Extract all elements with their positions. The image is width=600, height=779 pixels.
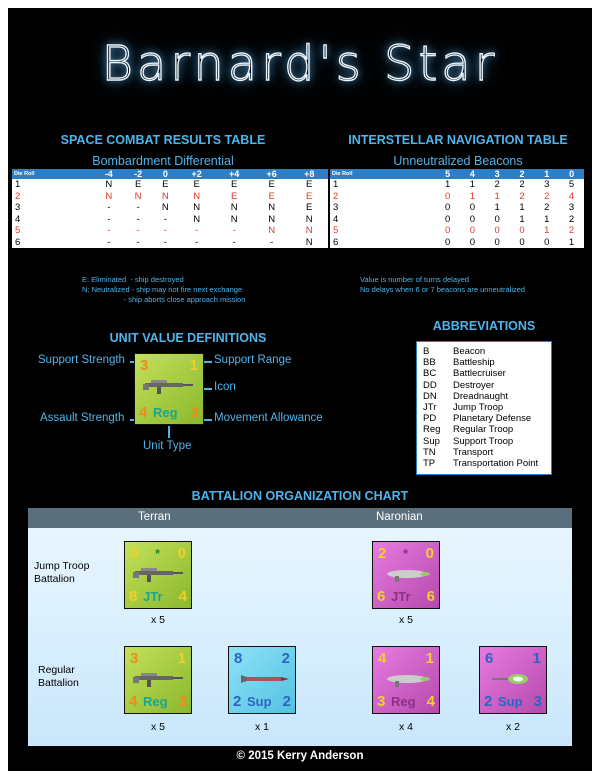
result-cell: 0 [435, 237, 460, 249]
counter-support-strength: 2 [378, 545, 387, 562]
die-roll-cell: 2 [12, 191, 94, 203]
counter-support-range: 2 [281, 650, 290, 667]
counter-unit-type: JTr [143, 589, 163, 604]
die-roll-cell: 2 [330, 191, 435, 203]
die-roll-header: Die Roll [12, 169, 94, 179]
unit-definitions-title: UNIT VALUE DEFINITIONS [109, 331, 267, 345]
abbreviation-meaning: Transportation Point [453, 458, 539, 470]
abbreviation-row [423, 447, 545, 458]
abbreviation-row [423, 413, 545, 424]
support-strength-label: Support Strength [38, 354, 125, 366]
multiplier: x 2 [505, 721, 520, 733]
naronian-regular-counter [372, 646, 440, 714]
abbreviation-code: Reg [423, 424, 441, 436]
result-cell: - [153, 237, 178, 249]
abbreviation-row [423, 380, 545, 391]
counter-support-strength: 0 [130, 545, 139, 562]
column-header: +4 [215, 169, 253, 179]
counter-movement: 4 [426, 693, 435, 710]
result-cell: 4 [559, 191, 584, 203]
result-cell: - [123, 225, 152, 237]
die-roll-cell: 5 [12, 225, 94, 237]
leader-line [168, 426, 170, 438]
rifle-icon [133, 564, 185, 584]
result-cell: E [253, 179, 291, 191]
abbreviation-meaning: Jump Troop [453, 402, 504, 414]
abbreviation-code: TN [423, 446, 436, 458]
counter-support-range: 1 [177, 650, 186, 667]
naronian-jump-troop-counter [372, 541, 440, 609]
abbreviation-code: DN [423, 390, 437, 402]
result-cell: - [94, 214, 123, 226]
die-roll-cell: 4 [12, 214, 94, 226]
result-cell: 2 [534, 202, 559, 214]
counter-assault-strength: 2 [233, 693, 242, 710]
die-roll-header: Die Roll [330, 169, 435, 179]
column-header: -2 [123, 169, 152, 179]
abbreviation-code: Sup [423, 435, 440, 447]
result-cell: - [215, 237, 253, 249]
counter-support-range: 0 [177, 545, 186, 562]
rifle-icon [133, 669, 185, 689]
note-line: E: Eliminated - ship destroyed [82, 275, 184, 284]
combat-notes [82, 275, 245, 305]
result-cell: 0 [510, 237, 535, 249]
table-row [330, 225, 584, 237]
result-cell: 2 [559, 214, 584, 226]
terran-header: Terran [138, 511, 171, 523]
counter-support-range: 0 [425, 545, 434, 562]
counter-unit-type: Sup [247, 694, 272, 709]
die-roll-cell: 6 [12, 237, 94, 249]
result-cell: - [123, 237, 152, 249]
abbreviation-code: BB [423, 357, 436, 369]
counter-movement: 2 [282, 693, 291, 710]
result-cell: 0 [510, 225, 535, 237]
result-cell: N [215, 214, 253, 226]
multiplier: x 5 [398, 614, 413, 626]
result-cell: N [253, 225, 291, 237]
abbreviation-meaning: Battlecruiser [453, 368, 506, 380]
counter-assault-strength: 8 [129, 588, 138, 605]
counter-assault-strength: 3 [377, 693, 386, 710]
result-cell: 0 [460, 214, 485, 226]
terran-jump-troop-counter [124, 541, 192, 609]
column-header: 5 [435, 169, 460, 179]
result-cell: 0 [460, 237, 485, 249]
counter-unit-type: Reg [143, 694, 168, 709]
navigation-table [330, 169, 584, 248]
blaster-icon [381, 669, 433, 689]
result-cell: N [153, 191, 178, 203]
table-row [330, 202, 584, 214]
result-cell: N [94, 179, 123, 191]
terran-regular-counter [124, 646, 192, 714]
abbreviation-meaning: Regular Troop [453, 424, 514, 436]
result-cell: 1 [559, 237, 584, 249]
result-cell: 1 [510, 202, 535, 214]
result-cell: 1 [460, 191, 485, 203]
abbreviation-row [423, 357, 545, 368]
result-cell: N [253, 202, 291, 214]
counter-unit-type: Sup [498, 694, 523, 709]
counter-star: * [403, 546, 409, 561]
result-cell: E [290, 191, 328, 203]
result-cell: 1 [435, 179, 460, 191]
result-cell: 1 [534, 225, 559, 237]
die-roll-cell: 1 [12, 179, 94, 191]
result-cell: E [215, 179, 253, 191]
missile-icon [237, 669, 289, 689]
abbreviation-code: DD [423, 379, 437, 391]
abbreviation-row [423, 368, 545, 379]
abbreviation-row [423, 402, 545, 413]
result-cell: 0 [485, 214, 510, 226]
result-cell: - [153, 225, 178, 237]
naronian-support-counter [479, 646, 547, 714]
table-row [330, 237, 584, 249]
result-cell: 2 [510, 191, 535, 203]
counter-unit-type: Reg [391, 694, 416, 709]
abbreviation-row [423, 391, 545, 402]
regular-battalion-label: Regular Battalion [38, 664, 79, 689]
column-header: -4 [94, 169, 123, 179]
column-header: 1 [534, 169, 559, 179]
result-cell: 0 [534, 237, 559, 249]
abbreviation-code: BC [423, 368, 437, 380]
page-title: Barnard's Star [101, 36, 499, 92]
result-cell: 0 [435, 202, 460, 214]
page [8, 8, 592, 771]
table-row [330, 214, 584, 226]
result-cell: 5 [559, 179, 584, 191]
result-cell: N [178, 202, 216, 214]
result-cell: N [178, 191, 216, 203]
abbreviation-meaning: Support Troop [453, 435, 514, 447]
icon-label: Icon [214, 381, 236, 393]
column-header: +2 [178, 169, 216, 179]
result-cell: - [94, 237, 123, 249]
abbreviation-row [423, 346, 545, 357]
counter-support-range: 1 [189, 357, 198, 374]
table-row [12, 225, 328, 237]
column-header: 0 [153, 169, 178, 179]
die-roll-cell: 3 [12, 202, 94, 214]
table-row [12, 214, 328, 226]
abbreviation-row [423, 424, 545, 435]
result-cell: N [215, 202, 253, 214]
counter-assault-strength: 2 [484, 693, 493, 710]
result-cell: 2 [510, 179, 535, 191]
multiplier: x 5 [150, 721, 165, 733]
counter-assault-strength: 6 [377, 588, 386, 605]
result-cell: 0 [460, 225, 485, 237]
multiplier: x 5 [150, 614, 165, 626]
result-cell: 1 [460, 179, 485, 191]
result-cell: - [153, 214, 178, 226]
column-header: +8 [290, 169, 328, 179]
table-row [12, 237, 328, 249]
result-cell: E [123, 179, 152, 191]
result-cell: 3 [534, 179, 559, 191]
terran-support-counter [228, 646, 296, 714]
die-roll-cell: 1 [330, 179, 435, 191]
counter-movement: 6 [426, 588, 435, 605]
result-cell: - [94, 225, 123, 237]
assault-strength-label: Assault Strength [40, 412, 125, 424]
result-cell: 2 [559, 225, 584, 237]
counter-movement: 3 [190, 404, 199, 421]
counter-assault-strength: 4 [139, 404, 148, 421]
result-cell: 0 [485, 237, 510, 249]
counter-movement: 3 [178, 693, 187, 710]
navigation-table-title: INTERSTELLAR NAVIGATION TABLE [348, 133, 568, 147]
counter-support-strength: 8 [234, 650, 243, 667]
result-cell: - [123, 214, 152, 226]
plasma-icon [488, 669, 540, 689]
counter-assault-strength: 4 [129, 693, 138, 710]
counter-support-strength: 3 [130, 650, 139, 667]
result-cell: N [290, 225, 328, 237]
abbreviation-code: TP [423, 458, 436, 470]
movement-label: Movement Allowance [214, 412, 323, 424]
result-cell: 0 [435, 191, 460, 203]
counter-support-range: 1 [532, 650, 541, 667]
rifle-icon [143, 376, 195, 396]
table-row [12, 179, 328, 191]
die-roll-cell: 5 [330, 225, 435, 237]
battalion-chart-header [28, 508, 572, 528]
column-header: 3 [485, 169, 510, 179]
counter-movement: 4 [178, 588, 187, 605]
abbreviation-row [423, 458, 545, 469]
abbreviation-meaning: Dreadnaught [453, 390, 508, 402]
result-cell: - [178, 237, 216, 249]
result-cell: 0 [435, 214, 460, 226]
table-row [330, 179, 584, 191]
support-range-label: Support Range [214, 354, 292, 366]
counter-support-strength: 3 [140, 357, 149, 374]
abbreviation-code: B [423, 346, 430, 357]
abbreviation-meaning: Beacon [453, 346, 486, 357]
battalion-chart [28, 508, 572, 746]
result-cell: 0 [485, 225, 510, 237]
combat-table-subtitle: Bombardment Differential [92, 154, 234, 168]
result-cell: 2 [534, 191, 559, 203]
die-roll-cell: 3 [330, 202, 435, 214]
table-row [12, 202, 328, 214]
counter-star: * [155, 546, 161, 561]
result-cell: 1 [510, 214, 535, 226]
result-cell: E [253, 191, 291, 203]
die-roll-cell: 4 [330, 214, 435, 226]
note-line: No delays when 6 or 7 beacons are unneutralized [360, 285, 526, 294]
counter-support-strength: 6 [485, 650, 494, 667]
column-header: 2 [510, 169, 535, 179]
abbreviation-code: JTr [423, 402, 437, 414]
counter-movement: 3 [533, 693, 542, 710]
result-cell: N [123, 191, 152, 203]
result-cell: 1 [485, 202, 510, 214]
counter-support-range: 1 [425, 650, 434, 667]
combat-table-title: SPACE COMBAT RESULTS TABLE [60, 133, 266, 147]
result-cell: N [178, 214, 216, 226]
result-cell: - [253, 237, 291, 249]
result-cell: E [215, 191, 253, 203]
abbreviation-row [423, 436, 545, 447]
abbreviation-meaning: Battleship [453, 357, 495, 369]
navigation-notes [360, 275, 525, 295]
result-cell: 1 [485, 191, 510, 203]
battalion-chart-title: BATTALION ORGANIZATION CHART [191, 489, 409, 503]
abbreviation-code: PD [423, 413, 437, 425]
naronian-header: Naronian [376, 511, 423, 523]
result-cell: 3 [559, 202, 584, 214]
note-line: N: Neutralized - ship may not fire next exchange [82, 285, 243, 294]
result-cell: N [153, 202, 178, 214]
blaster-icon [381, 564, 433, 584]
column-header: +6 [253, 169, 291, 179]
abbreviations-list [416, 341, 552, 475]
column-header: 4 [460, 169, 485, 179]
combat-results-table [12, 169, 328, 248]
result-cell: 0 [460, 202, 485, 214]
result-cell: E [178, 179, 216, 191]
result-cell: E [290, 202, 328, 214]
jump-troop-battalion-label: Jump Troop Battalion [34, 560, 90, 585]
result-cell: N [94, 191, 123, 203]
abbreviation-meaning: Destroyer [453, 379, 495, 391]
note-line: - ship aborts close approach mission [82, 295, 246, 304]
result-cell: 1 [534, 214, 559, 226]
note-line: Value is number of turns delayed [360, 275, 470, 284]
counter-support-strength: 4 [378, 650, 387, 667]
result-cell: E [153, 179, 178, 191]
table-row [12, 191, 328, 203]
table-row [330, 191, 584, 203]
navigation-table-subtitle: Unneutralized Beacons [393, 154, 523, 168]
copyright: © 2015 Kerry Anderson [236, 750, 364, 762]
abbreviation-meaning: Transport [453, 446, 494, 458]
result-cell: - [215, 225, 253, 237]
die-roll-cell: 6 [330, 237, 435, 249]
result-cell: - [94, 202, 123, 214]
result-cell: - [123, 202, 152, 214]
column-header: 0 [559, 169, 584, 179]
result-cell: 0 [435, 225, 460, 237]
result-cell: N [290, 214, 328, 226]
abbreviations-title: ABBREVIATIONS [432, 319, 536, 333]
abbreviation-meaning: Planetary Defense [453, 413, 532, 425]
definition-counter [134, 353, 204, 425]
result-cell: N [290, 237, 328, 249]
result-cell: 2 [485, 179, 510, 191]
multiplier: x 4 [398, 721, 413, 733]
multiplier: x 1 [254, 721, 269, 733]
result-cell: N [253, 214, 291, 226]
result-cell: E [290, 179, 328, 191]
counter-unit-type: Reg [153, 405, 178, 420]
unit-type-label: Unit Type [143, 440, 192, 452]
result-cell: - [178, 225, 216, 237]
counter-unit-type: JTr [391, 589, 411, 604]
